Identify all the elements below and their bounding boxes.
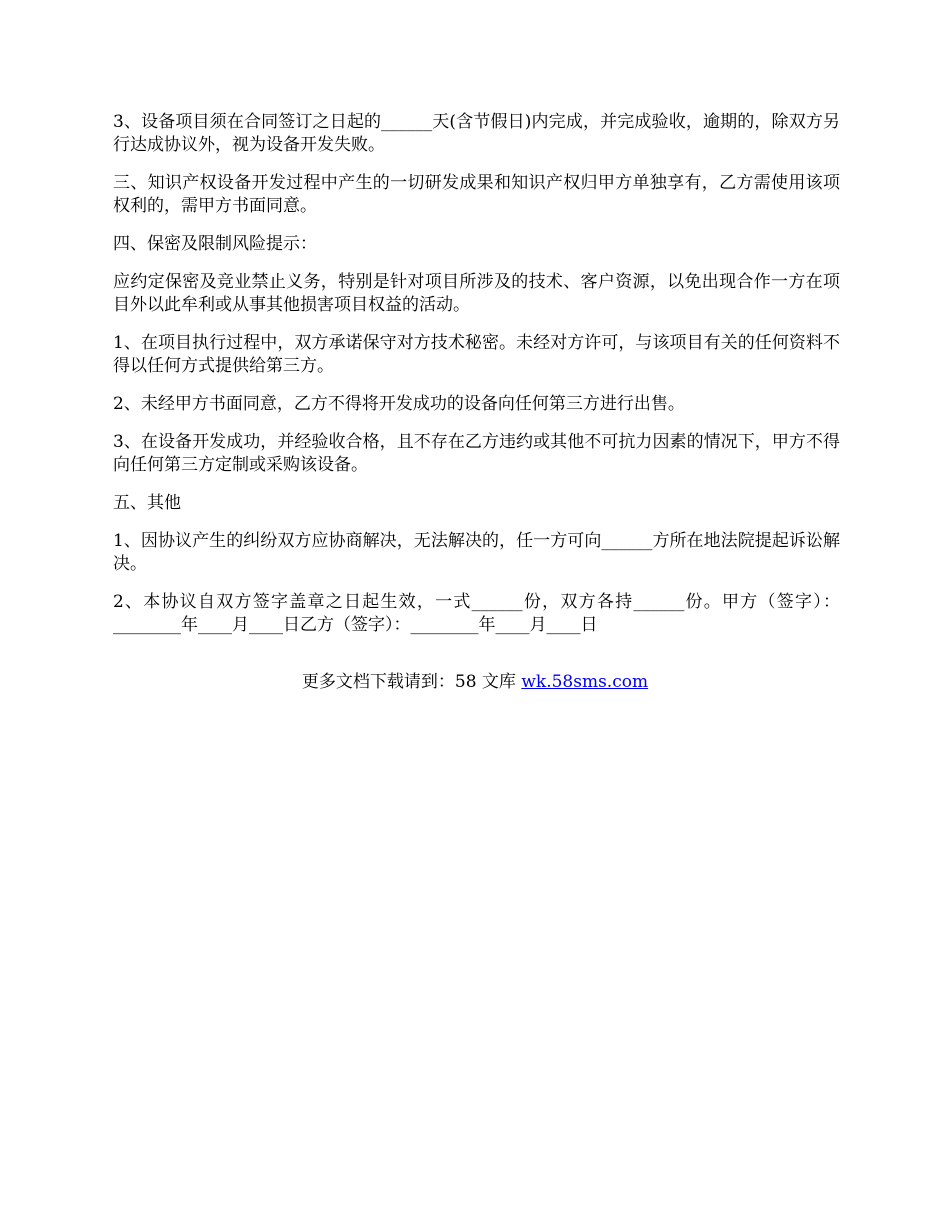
paragraph-clause-1-secrets: 1、在项目执行过程中，双方承诺保守对方技术秘密。未经对方许可，与该项目有关的任何资料不得以任何方式提供给第三方。 [113,333,840,376]
footer-link[interactable]: wk.58sms.com [521,672,649,692]
document-body [113,111,840,652]
footer-prefix: 更多文档下载请到：58 文库 [301,672,522,692]
paragraph-clause-3-no-custom: 3、在设备开发成功，并经验收合格，且不存在乙方违约或其他不可抗力因素的情况下，甲方不得向任何第三方定制或采购该设备。 [113,432,840,475]
paragraph-clause-3-deadline: 3、设备项目须在合同签订之日起的______天(含节假日)内完成，并完成验收，逾期的，除双方另行达成协议外，视为设备开发失败。 [113,112,840,155]
paragraph-confidentiality-note: 应约定保密及竞业禁止义务，特别是针对项目所涉及的技术、客户资源，以免出现合作一方在项目外以此牟利或从事其他损害项目权益的活动。 [113,272,840,315]
section-heading-confidentiality: 四、保密及限制风险提示： [113,234,317,254]
section-heading-other: 五、其他 [113,493,181,513]
footer [0,671,950,694]
paragraph-intellectual-property: 三、知识产权设备开发过程中产生的一切研发成果和知识产权归甲方单独享有，乙方需使用该项权利的，需甲方书面同意。 [113,173,840,216]
paragraph-clause-2-no-sale: 2、未经甲方书面同意，乙方不得将开发成功的设备向任何第三方进行出售。 [113,394,685,414]
paragraph-clause-2-signatures: 2、本协议自双方签字盖章之日起生效，一式______份，双方各持______份。甲方（签字）：________年____月____日乙方（签字）：________年____月____日 [113,592,840,635]
paragraph-clause-1-disputes: 1、因协议产生的纠纷双方应协商解决，无法解决的，任一方可向______方所在地法院提起诉讼解决。 [113,531,840,574]
